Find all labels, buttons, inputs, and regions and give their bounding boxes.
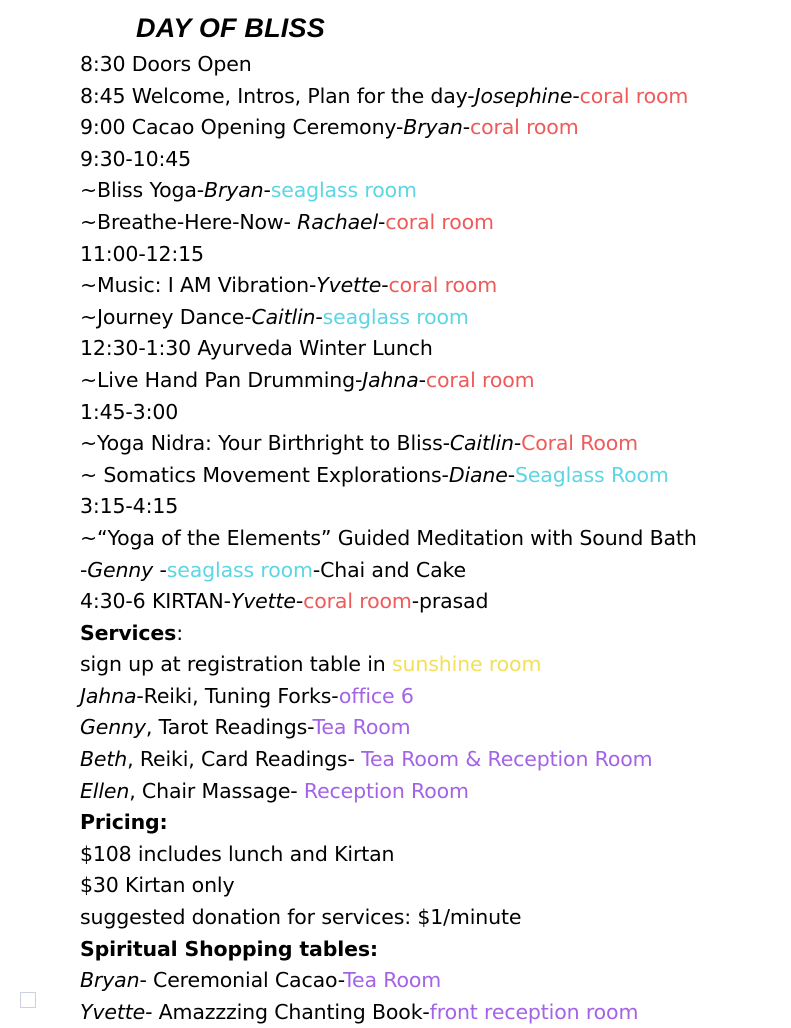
- presenter-name: Genny: [87, 557, 154, 582]
- schedule-line: [80, 618, 780, 650]
- presenter-name: Ellen: [80, 778, 130, 803]
- schedule-line: [80, 207, 780, 239]
- presenter-name: Bryan: [403, 115, 463, 140]
- line-text: , Tarot Readings-: [145, 715, 313, 740]
- presenter-name: Caitlin: [449, 431, 514, 456]
- schedule-line: [80, 712, 780, 744]
- line-text: 8:30 Doors Open: [80, 52, 252, 76]
- room-label: coral room: [425, 367, 535, 392]
- room-label: seaglass room: [166, 557, 313, 582]
- room-label: Tea Room: [343, 968, 442, 993]
- presenter-name: Rachael: [297, 209, 379, 234]
- line-text: ~Bliss Yoga-: [80, 178, 205, 203]
- line-text: 3:15-4:15: [80, 494, 179, 519]
- room-label: coral room: [388, 273, 498, 298]
- room-label: sunshine room: [392, 652, 542, 677]
- line-text: suggested donation for services: $1/minute: [80, 905, 522, 930]
- room-label: seaglass room: [270, 178, 417, 203]
- schedule-line: [80, 997, 780, 1028]
- schedule-line: [80, 239, 780, 271]
- schedule-line: [80, 965, 780, 997]
- line-text: -prasad: [411, 589, 489, 614]
- line-text: $30 Kirtan only: [80, 873, 235, 898]
- schedule-line: [80, 776, 780, 808]
- schedule-list: [80, 49, 780, 1028]
- line-text: ~“Yoga of the Elements” Guided Meditation with Sound Bath: [80, 525, 697, 550]
- line-text: -: [315, 304, 323, 329]
- presenter-name: Diane: [448, 462, 508, 487]
- presenter-name: Beth: [80, 747, 128, 772]
- schedule-line: [80, 902, 780, 934]
- line-text: $108 includes lunch and Kirtan: [80, 841, 395, 866]
- line-text: , Reiki, Card Readings-: [127, 747, 362, 772]
- schedule-line: [80, 839, 780, 871]
- schedule-line: [80, 586, 780, 618]
- room-label: Coral Room: [521, 431, 638, 456]
- schedule-line: [80, 112, 780, 144]
- schedule-line: [80, 365, 780, 397]
- schedule-line: [80, 870, 780, 902]
- line-text: -: [507, 462, 515, 487]
- line-text: -: [513, 431, 522, 456]
- presenter-name: Genny: [80, 715, 146, 740]
- line-text: -: [418, 367, 426, 392]
- presenter-name: Yvette: [80, 999, 146, 1024]
- line-text: -: [462, 115, 470, 140]
- schedule-line: [80, 428, 780, 460]
- room-label: Tea Room & Reception Room: [361, 747, 653, 772]
- schedule-line: [80, 681, 780, 713]
- line-text: -: [378, 209, 386, 234]
- line-text: 4:30-6 KIRTAN-: [80, 589, 231, 614]
- section-label: Services: [80, 620, 177, 645]
- schedule-line: [80, 81, 780, 113]
- schedule-line: [80, 175, 780, 207]
- presenter-name: Jahna: [80, 683, 137, 708]
- line-text: ~Music: I AM Vibration-: [80, 273, 317, 298]
- line-text: 9:30-10:45: [80, 146, 192, 171]
- room-label: office 6: [338, 683, 414, 708]
- line-text: -: [80, 557, 88, 582]
- line-text: -: [295, 589, 304, 614]
- line-text: -Reiki, Tuning Forks-: [136, 683, 339, 708]
- schedule-line: [80, 555, 780, 587]
- presenter-name: Yvette: [230, 589, 296, 614]
- line-text: -Chai and Cake: [312, 557, 466, 582]
- room-label: coral room: [385, 209, 494, 234]
- line-text: , Chair Massage-: [129, 778, 304, 803]
- schedule-line: [80, 270, 780, 302]
- line-text: 11:00-12:15: [80, 241, 204, 266]
- section-label: Spiritual Shopping tables:: [80, 936, 378, 961]
- line-text: 12:30-1:30 Ayurveda Winter Lunch: [80, 336, 433, 361]
- line-text: ~Yoga Nidra: Your Birthright to Bliss-: [80, 431, 450, 456]
- line-text: -: [153, 557, 167, 582]
- schedule-line: [80, 144, 780, 176]
- schedule-line: [80, 49, 780, 81]
- page-title: DAY OF BLISS: [136, 13, 325, 43]
- room-label: coral room: [579, 83, 689, 108]
- line-text: ~ Somatics Movement Explorations-: [80, 462, 449, 487]
- room-label: seaglass room: [322, 304, 469, 329]
- presenter-name: Caitlin: [251, 304, 316, 329]
- line-text: -: [263, 178, 271, 203]
- presenter-name: Jahna: [362, 367, 419, 392]
- schedule-line: [80, 333, 780, 365]
- section-heading: [80, 934, 780, 966]
- schedule-line: [80, 460, 780, 492]
- section-label: Pricing:: [80, 810, 168, 835]
- line-text: 1:45-3:00: [80, 399, 179, 424]
- line-text: ~Journey Dance-: [80, 304, 252, 329]
- presenter-name: Bryan: [204, 178, 264, 203]
- line-text: 9:00 Cacao Opening Ceremony-: [80, 115, 404, 140]
- room-label: Reception Room: [303, 778, 469, 803]
- line-text: :: [176, 620, 183, 645]
- presenter-name: Josephine: [474, 83, 573, 108]
- schedule-line: [80, 397, 780, 429]
- presenter-name: Yvette: [316, 273, 382, 298]
- schedule-line: [80, 302, 780, 334]
- presenter-name: Bryan: [80, 968, 140, 993]
- schedule-line: [80, 491, 780, 523]
- room-label: Seaglass Room: [514, 462, 669, 487]
- room-label: coral room: [303, 589, 412, 614]
- line-text: ~Breathe-Here-Now-: [80, 209, 298, 234]
- line-text: 8:45 Welcome, Intros, Plan for the day-: [80, 83, 475, 108]
- room-label: Tea Room: [312, 715, 411, 740]
- schedule-line: [80, 523, 780, 555]
- schedule-line: [80, 649, 780, 681]
- line-text: - Amazzzing Chanting Book-: [145, 999, 430, 1024]
- room-label: coral room: [469, 115, 579, 140]
- room-label: front reception room: [429, 999, 639, 1024]
- line-text: - Ceremonial Cacao-: [139, 968, 344, 993]
- line-text: ~Live Hand Pan Drumming-: [80, 367, 363, 392]
- line-text: -: [381, 273, 389, 298]
- checkbox[interactable]: [20, 992, 36, 1008]
- schedule-line: [80, 744, 780, 776]
- section-heading: [80, 807, 780, 839]
- line-text: -: [572, 83, 580, 108]
- line-text: sign up at registration table in: [80, 652, 393, 677]
